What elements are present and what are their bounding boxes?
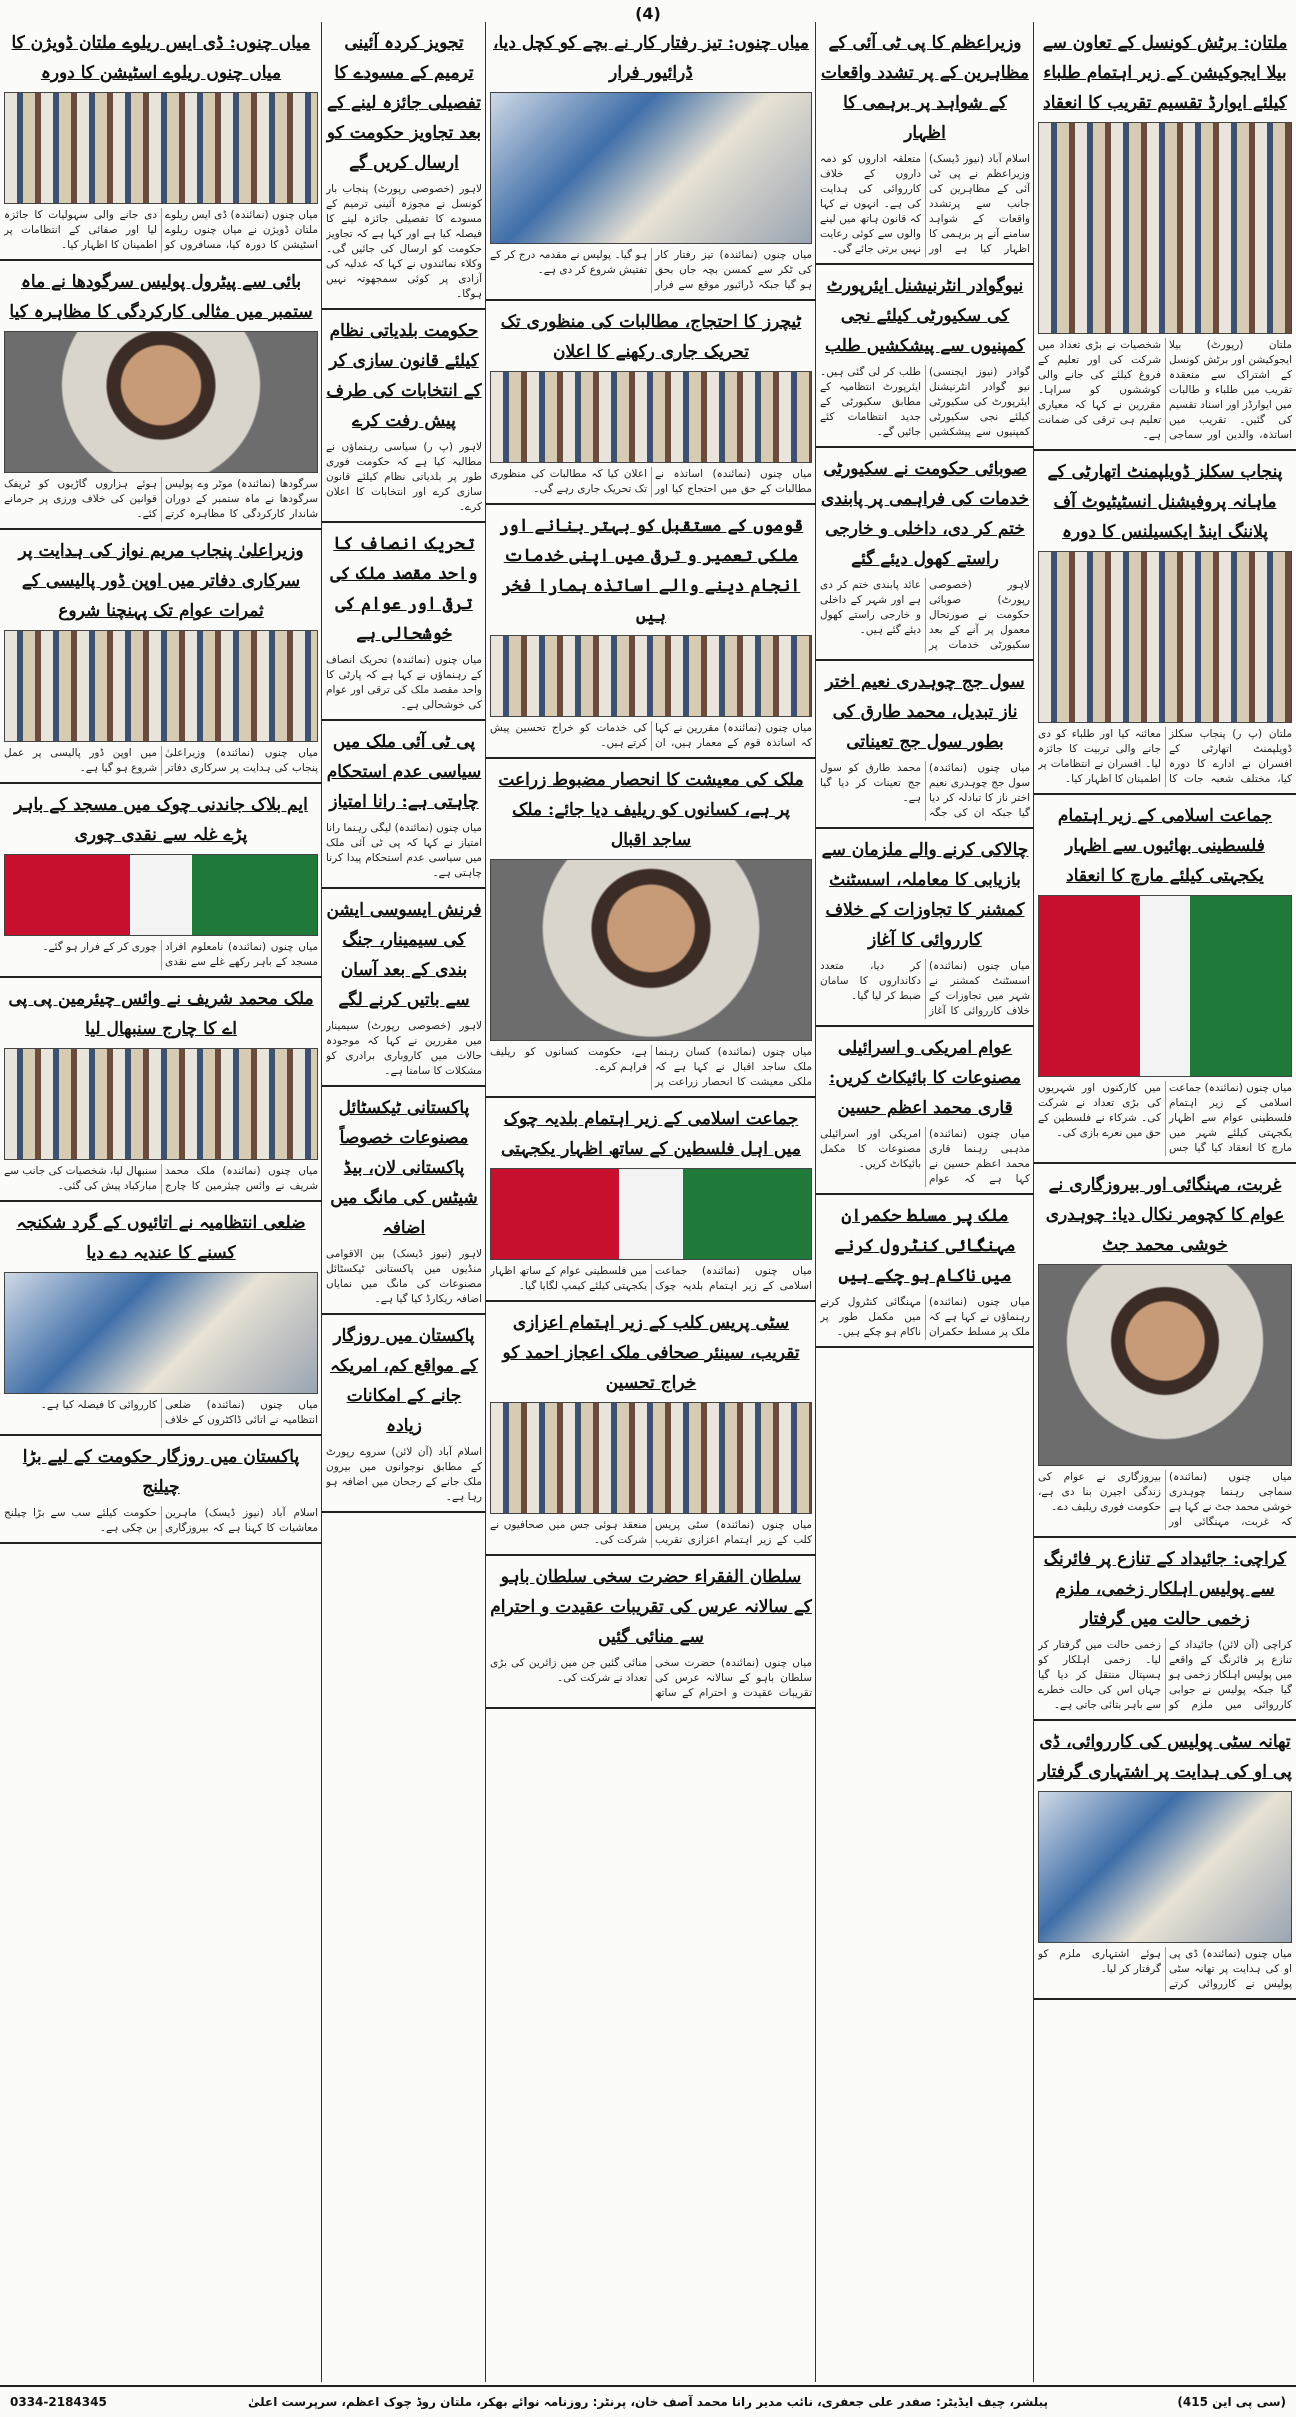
story-headline: [326, 895, 482, 1015]
news-story: [1034, 451, 1296, 795]
story-body: میاں چنوں (نمائندہ) سماجی رہنما چوہدری خوشی محمد جٹ نے کہا ہے کہ غربت، مہنگائی اور بیروزگاری نے عوام کی زندگی اجیرن بنا دی ہے، حکومت فوری ریلیف دے۔: [1038, 1471, 1292, 1528]
news-story: [0, 530, 322, 784]
story-headline-text: قوموں کے مستقبل کو بہتر بنانے اور ملکی تعمیر و ترقی میں اپنی خدمات انجام دینے والے اساتذہ ہمارا فخر ہیں: [498, 516, 804, 626]
news-photo: [1038, 551, 1292, 723]
story-headline-text: ملک کی معیشت کا انحصار مضبوط زراعت پر ہے، کسانوں کو ریلیف دیا جائے: ملک ساجد اقبال: [498, 770, 804, 850]
story-body: لاہور (پ ر) سیاسی رہنماؤں نے مطالبہ کیا ہے کہ حکومت فوری طور پر بلدیاتی نظام کیلئے قانون سازی کرے اور انتخابات کا اعلان کرے۔: [326, 441, 482, 513]
news-photo: [4, 1048, 318, 1160]
news-story: [486, 759, 816, 1098]
story-headline: [326, 727, 482, 817]
story-headline-text: تجویز کردہ آئینی ترمیم کے مسودے کا تفصیلی جائزہ لینے کے بعد تجاویز حکومت کو ارسال کریں گے: [326, 33, 482, 173]
story-headline-text: پاکستانی ٹیکسٹائل مصنوعات خصوصاً پاکستانی لان، بیڈ شیٹس کی مانگ میں اضافہ: [330, 1098, 478, 1238]
story-body: لاہور (خصوصی رپورٹ) سیمینار میں مقررین نے کہا کہ موجودہ حالات میں کاروباری برادری کو مشکلات کا سامنا ہے۔: [326, 1020, 482, 1077]
story-headline-text: عوام امریکی و اسرائیلی مصنوعات کا بائیکاٹ کریں: قاری محمد اعظم حسین: [829, 1038, 1021, 1118]
news-photo: [490, 1168, 812, 1260]
story-body: میاں چنوں (نمائندہ) مقررین نے کہا کہ اساتذہ قوم کے معمار ہیں، ان کی خدمات کو خراج تحسین پیش کرتے ہیں۔: [490, 722, 812, 749]
news-story: [322, 1315, 486, 1513]
story-body: میاں چنوں (نمائندہ) سٹی پریس کلب کے زیر اہتمام اعزازی تقریب منعقد ہوئی جس میں صحافیوں نے شرکت کی۔: [490, 1519, 812, 1546]
story-headline: [1038, 1170, 1292, 1260]
story-headline-text: وزیراعظم کا پی ٹی آئی کے مظاہرین کے پر تشدد واقعات کے شواہد پر برہمی کا اظہار: [821, 33, 1029, 143]
story-body: میاں چنوں (نمائندہ) ڈی پی او کی ہدایت پر تھانہ سٹی پولیس نے کارروائی کرتے ہوئے اشتہاری ملزم کو گرفتار کر لیا۔: [1038, 1948, 1292, 1990]
page-number: (4): [635, 4, 661, 23]
news-story: [1034, 1721, 1296, 2000]
news-story: [486, 1302, 816, 1556]
footer-text: پبلشر، چیف ایڈیٹر: صفدر علی جعفری، نائب مدیر رانا محمد آصف خان، پرنٹر: روزنامہ نوائے بھکر، ملتان روڈ چوک اعظم، سرپرست اعلیٰ: [247, 2395, 1048, 2409]
news-story: [486, 505, 816, 759]
story-headline: [4, 1208, 318, 1268]
story-body: ملتان (پ ر) پنجاب سکلز ڈویلپمنٹ اتھارٹی کے افسران نے ادارے کا دورہ کیا، مختلف شعبہ جات کا معائنہ کیا اور طلباء کو دی جانے والی تربیت کا جائزہ لیا۔ افسران نے انتظامات پر اطمینان کا اظہار کیا۔: [1038, 728, 1292, 785]
story-headline: [4, 1442, 318, 1502]
story-body: میاں چنوں (نمائندہ) تیز رفتار کار کی ٹکر سے کمسن بچہ جاں بحق ہو گیا جبکہ ڈرائیور موقع سے فرار ہو گیا۔ پولیس نے مقدمہ درج کر کے تفتیش شروع کر دی ہے۔: [490, 249, 812, 291]
story-headline: [326, 28, 482, 178]
news-photo: [1038, 1791, 1292, 1943]
story-headline-text: ضلعی انتظامیہ نے اتائیوں کے گرد شکنجہ کسنے کا عندیہ دے دیا: [16, 1213, 306, 1263]
story-headline-text: ملتان: برٹش کونسل کے تعاون سے بیلا ایجوکیشن کے زیر اہتمام طلباء کیلئے ایوارڈ تقسیم تقریب کا انعقاد: [1042, 33, 1288, 113]
news-photo: [4, 331, 318, 473]
story-headline-text: جماعت اسلامی کے زیر اہتمام بلدیہ چوک میں اہل فلسطین کے ساتھ اظہار یکجہتی: [500, 1109, 802, 1159]
story-headline: [820, 454, 1030, 574]
news-story: [816, 22, 1034, 265]
news-story: [0, 1202, 322, 1436]
story-body: لاہور (نیوز ڈیسک) بین الاقوامی منڈیوں میں پاکستانی ٹیکسٹائل مصنوعات کی مانگ میں نمایاں اضافہ ریکارڈ کیا گیا ہے۔: [326, 1248, 482, 1305]
news-photo: [1038, 1264, 1292, 1466]
story-headline: [820, 835, 1030, 955]
story-body: میاں چنوں (نمائندہ) جماعت اسلامی کے زیر اہتمام بلدیہ چوک میں فلسطینی عوام کے ساتھ اظہار یکجہتی کیلئے کیمپ لگایا گیا۔: [490, 1265, 812, 1292]
column-5: [0, 22, 322, 2382]
story-headline-text: چالاکی کرنے والے ملزمان سے بازیابی کا معاملہ، اسسٹنٹ کمشنر کا تجاوزات کے خلاف کارروائی کا آغاز: [821, 840, 1029, 950]
story-headline: [820, 28, 1030, 148]
story-headline: [490, 1562, 812, 1652]
story-headline-text: پاکستان میں روزگار کے مواقع کم، امریکہ جانے کے امکانات زیادہ: [330, 1326, 478, 1436]
story-headline-text: سلطان الفقراء حضرت سخی سلطان باہو کے سالانہ عرس کی تقریبات عقیدت و احترام سے منائی گئیں: [490, 1567, 812, 1647]
news-photo: [490, 635, 812, 717]
story-headline-text: تحریک انصاف کا واحد مقصد ملک کی ترقی اور عوام کی خوشحالی ہے: [330, 534, 478, 644]
story-headline: [4, 267, 318, 327]
story-headline: [490, 28, 812, 88]
story-headline-text: سٹی پریس کلب کے زیر اہتمام اعزازی تقریب، سینئر صحافی ملک اعجاز احمد کو خراج تحسین: [502, 1313, 800, 1393]
story-body: میاں چنوں (نمائندہ) مذہبی رہنما قاری محمد اعظم حسین نے کہا ہے کہ عوام امریکی اور اسرائیلی مصنوعات کا مکمل بائیکاٹ کریں۔: [820, 1128, 1030, 1185]
news-photo: [1038, 895, 1292, 1077]
news-story: [486, 1098, 816, 1302]
news-photo: [490, 92, 812, 244]
story-headline: [1038, 28, 1292, 118]
story-headline: [820, 1033, 1030, 1123]
story-headline: [820, 1201, 1030, 1291]
story-body: میاں چنوں (نمائندہ) حضرت سخی سلطان باہو کے سالانہ عرس کی تقریبات عقیدت و احترام کے ساتھ منائی گئیں جن میں زائرین کی بڑی تعداد نے شرکت کی۔: [490, 1657, 812, 1699]
footer: [0, 2385, 1296, 2417]
story-headline-text: بائی سے پیٹرول پولیس سرگودھا نے ماہ ستمبر میں مثالی کارکردگی کا مظاہرہ کیا: [9, 272, 313, 322]
news-story: [816, 1195, 1034, 1348]
story-body: اسلام آباد (نیوز ڈیسک) ماہرین معاشیات کا کہنا ہے کہ بیروزگاری حکومت کیلئے سب سے بڑا چیلنج بن چکی ہے۔: [4, 1507, 318, 1534]
story-headline: [4, 984, 318, 1044]
story-headline-text: ٹیچرز کا احتجاج، مطالبات کی منظوری تک تحریک جاری رکھنے کا اعلان: [500, 312, 802, 362]
story-headline-text: ایم بلاک جاندنی چوک میں مسجد کے باہر پڑے غلہ سے نقدی چوری: [14, 795, 308, 845]
story-body: میاں چنوں (نمائندہ) لیگی رہنما رانا امتیاز نے کہا کہ پی ٹی آئی ملک میں سیاسی عدم استحکام پیدا کرنا چاہتی ہے۔: [326, 822, 482, 879]
story-headline-text: حکومت بلدیاتی نظام کیلئے قانون سازی کر کے انتخابات کی طرف پیش رفت کرے: [326, 321, 482, 431]
news-story: [0, 784, 322, 978]
news-story: [322, 310, 486, 523]
news-story: [1034, 795, 1296, 1164]
story-headline-text: پی ٹی آئی ملک میں سیاسی عدم استحکام چاہتی ہے: رانا امتیاز: [326, 732, 482, 812]
story-body: گوادر (نیوز ایجنسی) نیو گوادر انٹرنیشنل ایئرپورٹ کی سکیورٹی کیلئے نجی سکیورٹی کمپنیوں سے پیشکشیں طلب کر لی گئی ہیں۔ ایئرپورٹ انتظامیہ کے مطابق سکیورٹی کے جدید انتظامات کئے جائیں گے۔: [820, 366, 1030, 438]
news-story: [0, 261, 322, 530]
story-body: سرگودھا (نمائندہ) موٹر وے پولیس سرگودھا نے ماہ ستمبر کے دوران شاندار کارکردگی کا مظاہرہ کرتے ہوئے ہزاروں گاڑیوں کو ٹریفک قوانین کی خلاف ورزی پر جرمانے کئے۔: [4, 478, 318, 520]
news-story: [1034, 1538, 1296, 1721]
story-body: میاں چنوں (نمائندہ) وزیراعلیٰ پنجاب کی ہدایت پر سرکاری دفاتر میں اوپن ڈور پالیسی پر عمل شروع ہو گیا ہے۔: [4, 747, 318, 774]
column-3: [485, 22, 816, 2382]
story-headline-text: ملک محمد شریف نے وائس چیئرمین پی پی اے کا چارج سنبھال لیا: [8, 989, 314, 1039]
story-headline: [326, 529, 482, 649]
story-body: لاہور (خصوصی رپورٹ) پنجاب بار کونسل نے مجوزہ آئینی ترمیم کے مسودے کا تفصیلی جائزہ لینے کا فیصلہ کیا ہے اور کہا ہے کہ تجاویز حکومت کو ارسال کی جائیں گی۔ وکلاء نمائندوں نے کہا کہ عدلیہ کی آزادی پر کوئی سمجھوتہ نہیں ہوگا۔: [326, 183, 482, 300]
news-photo: [1038, 122, 1292, 334]
news-story: [486, 1556, 816, 1709]
news-story: [816, 265, 1034, 448]
story-headline-text: نیوگوادر انٹرنیشنل ایئرپورٹ کی سکیورٹی کیلئے نجی کمپنیوں سے پیشکشیں طلب: [824, 276, 1026, 356]
story-headline: [490, 765, 812, 855]
story-headline-text: تھانہ سٹی پولیس کی کارروائی، ڈی پی او کی ہدایت پر اشتہاری گرفتار: [1038, 1732, 1292, 1782]
story-headline: [490, 1104, 812, 1164]
news-photo: [490, 859, 812, 1041]
story-headline-text: صوبائی حکومت نے سکیورٹی خدمات کی فراہمی پر پابندی ختم کر دی، داخلی و خارجی راستے کھول دیئے گئے: [821, 459, 1029, 569]
story-body: میاں چنوں (نمائندہ) سول جج چوہدری نعیم اختر ناز کا تبادلہ کر دیا گیا جبکہ ان کی جگہ محمد طارق کو سول جج تعینات کر دیا گیا ہے۔: [820, 762, 1030, 819]
story-body: میاں چنوں (نمائندہ) جماعت اسلامی کے زیر اہتمام فلسطینی عوام سے اظہار یکجہتی کیلئے شہر میں مارچ کا انعقاد کیا گیا جس میں کارکنوں اور شہریوں کی بڑی تعداد نے شرکت کی۔ شرکاء نے فلسطین کے حق میں نعرے بازی کی۔: [1038, 1082, 1292, 1154]
news-photo: [490, 1402, 812, 1514]
story-headline-text: سول جج چوہدری نعیم اختر ناز تبدیل، محمد طارق کی بطور سول جج تعیناتی: [825, 672, 1025, 752]
column-2: [815, 22, 1034, 2382]
news-photo: [4, 92, 318, 204]
story-headline: [1038, 1727, 1292, 1787]
story-body: میاں چنوں (نمائندہ) ملک محمد شریف نے وائس چیئرمین کا چارج سنبھال لیا، شخصیات کی جانب سے مبارکباد پیش کی گئی۔: [4, 1165, 318, 1192]
story-headline: [1038, 1544, 1292, 1634]
news-story: [486, 22, 816, 301]
story-headline: [490, 307, 812, 367]
story-headline-text: میاں چنوں: ڈی ایس ریلوے ملتان ڈویژن کا میاں چنوں ریلوے اسٹیشن کا دورہ: [11, 33, 311, 83]
story-headline-text: پاکستان میں روزگار حکومت کے لیے بڑا چیلنج: [22, 1447, 300, 1497]
story-headline: [326, 316, 482, 436]
footer-phone: 0334-2184345: [10, 2395, 107, 2409]
story-headline-text: کراچی: جائیداد کے تنازع پر فائرنگ سے پولیس اہلکار زخمی، ملزم زخمی حالت میں گرفتار: [1043, 1549, 1287, 1629]
story-body: میاں چنوں (نمائندہ) تحریک انصاف کے رہنماؤں نے کہا ہے کہ پارٹی کا واحد مقصد ملک کی ترقی اور عوام کی خوشحالی ہے۔: [326, 654, 482, 711]
story-headline: [326, 1093, 482, 1243]
story-headline-text: غربت، مہنگائی اور بیروزگاری نے عوام کا کچومر نکال دیا: چوہدری خوشی محمد جٹ: [1045, 1175, 1285, 1255]
story-body: اسلام آباد (آن لائن) سروے رپورٹ کے مطابق نوجوانوں میں بیرون ملک جانے کے رجحان میں اضافہ ہو رہا ہے۔: [326, 1446, 482, 1503]
story-body: میاں چنوں (نمائندہ) کسان رہنما ملک ساجد اقبال نے کہا ہے کہ ملکی معیشت کا انحصار زراعت پر ہے، حکومت کسانوں کو ریلیف فراہم کرے۔: [490, 1046, 812, 1088]
story-headline: [820, 271, 1030, 361]
story-headline: [1038, 801, 1292, 891]
story-headline-text: پنجاب سکلز ڈویلپمنٹ اتھارٹی کے ماہانہ پروفیشنل انسٹیٹیوٹ آف پلاننگ اینڈ ایکسیلنس کا دورہ: [1047, 462, 1283, 542]
news-story: [816, 829, 1034, 1027]
column-4: [321, 22, 486, 2382]
news-story: [322, 889, 486, 1087]
story-headline-text: وزیراعلیٰ پنجاب مریم نواز کی ہدایت پر سرکاری دفاتر میں اوپن ڈور پالیسی کے ثمرات عوام تک پہنچنا شروع: [18, 541, 304, 621]
story-headline-text: جماعت اسلامی کے زیر اہتمام فلسطینی بھائیوں سے اظہار یکجہتی کیلئے مارچ کا انعقاد: [1057, 806, 1273, 886]
story-body: میاں چنوں (نمائندہ) ڈی ایس ریلوے ملتان ڈویژن نے میاں چنوں ریلوے اسٹیشن کا دورہ کیا، مسافروں کو دی جانے والی سہولیات کا جائزہ لیا اور صفائی کے انتظامات پر اطمینان کا اظہار کیا۔: [4, 209, 318, 251]
story-headline-text: فرنش ایسوسی ایشن کی سیمینار، جنگ بندی کے بعد آسان سے باتیں کرنے لگے: [326, 900, 482, 1010]
news-story: [322, 523, 486, 721]
story-headline: [4, 790, 318, 850]
story-body: ملتان (رپورٹ) بیلا ایجوکیشن اور برٹش کونسل کے اشتراک سے منعقدہ تقریب میں طلباء و طالبات میں ایوارڈز اور اسناد تقسیم کی گئیں۔ تقریب میں اساتذہ، والدین اور سماجی شخصیات نے بڑی تعداد میں شرکت کی اور تعلیم کے فروغ کیلئے کی جانے والی کوششوں کو سراہا۔ مقررین نے کہا کہ معیاری تعلیم ہی ترقی کی ضمانت ہے۔: [1038, 339, 1292, 441]
story-body: اسلام آباد (نیوز ڈیسک) وزیراعظم نے پی ٹی آئی کے مظاہرین کی جانب سے پرتشدد واقعات کے شواہد سامنے آنے پر برہمی کا اظہار کیا ہے اور متعلقہ اداروں کو ذمہ داروں کے خلاف کارروائی کی ہدایت کی ہے۔ انہوں نے کہا کہ قانون ہاتھ میں لینے والوں سے کوئی رعایت نہیں برتی جائے گی۔: [820, 153, 1030, 255]
story-headline: [326, 1321, 482, 1441]
story-headline-text: میاں چنوں: تیز رفتار کار نے بچے کو کچل دیا، ڈرائیور فرار: [492, 33, 810, 83]
news-photo: [490, 371, 812, 463]
story-headline: [4, 28, 318, 88]
story-body: میاں چنوں (نمائندہ) نامعلوم افراد مسجد کے باہر رکھے غلے سے نقدی چوری کر کے فرار ہو گئے۔: [42, 941, 318, 968]
story-body: میاں چنوں (نمائندہ) اساتذہ نے مطالبات کے حق میں احتجاج کیا اور اعلان کیا کہ مطالبات کی منظوری تک تحریک جاری رہے گی۔: [490, 468, 812, 495]
news-story: [0, 978, 322, 1202]
news-story: [816, 1027, 1034, 1195]
news-story: [0, 1436, 322, 1544]
news-photo: [4, 630, 318, 742]
story-headline: [490, 511, 812, 631]
footer-code: (سی پی این 415): [1177, 2395, 1286, 2409]
news-story: [816, 661, 1034, 829]
news-story: [322, 1087, 486, 1315]
news-photo: [4, 854, 318, 936]
news-story: [1034, 1164, 1296, 1538]
news-story: [816, 448, 1034, 661]
story-headline: [490, 1308, 812, 1398]
news-story: [322, 22, 486, 310]
story-headline: [4, 536, 318, 626]
story-body: میاں چنوں (نمائندہ) رہنماؤں نے کہا ہے کہ ملک پر مسلط حکمران مہنگائی کنٹرول کرنے میں مکمل طور پر ناکام ہو چکے ہیں۔: [820, 1296, 1030, 1338]
news-story: [322, 721, 486, 889]
story-body: میاں چنوں (نمائندہ) ضلعی انتظامیہ نے اتائی ڈاکٹروں کے خلاف کارروائی کا فیصلہ کیا ہے۔: [40, 1399, 318, 1426]
story-body: کراچی (آن لائن) جائیداد کے تنازع پر فائرنگ کے واقعے میں پولیس اہلکار زخمی ہو گیا جبکہ پولیس نے جوابی کارروائی میں ملزم کو زخمی حالت میں گرفتار کر لیا۔ زخمی اہلکار کو ہسپتال منتقل کر دیا گیا جہاں اس کی حالت خطرے سے باہر بتائی جاتی ہے۔: [1038, 1639, 1292, 1711]
story-headline: [1038, 457, 1292, 547]
story-headline-text: ملک پر مسلط حکمران مہنگائی کنٹرول کرنے میں ناکام ہو چکے ہیں: [834, 1206, 1016, 1286]
news-story: [1034, 22, 1296, 451]
story-body: میاں چنوں (نمائندہ) اسسٹنٹ کمشنر نے شہر میں تجاوزات کے خلاف کارروائی کا آغاز کر دیا، متعدد دکانداروں کا سامان ضبط کر لیا گیا۔: [820, 960, 1030, 1017]
news-photo: [4, 1272, 318, 1394]
story-body: لاہور (خصوصی رپورٹ) صوبائی حکومت نے صورتحال معمول پر آنے کے بعد سکیورٹی خدمات پر عائد پابندی ختم کر دی ہے اور شہر کے داخلی و خارجی راستے کھول دیئے گئے ہیں۔: [820, 579, 1030, 651]
news-story: [0, 22, 322, 261]
news-story: [486, 301, 816, 505]
column-1: [1033, 22, 1296, 2382]
story-headline: [820, 667, 1030, 757]
